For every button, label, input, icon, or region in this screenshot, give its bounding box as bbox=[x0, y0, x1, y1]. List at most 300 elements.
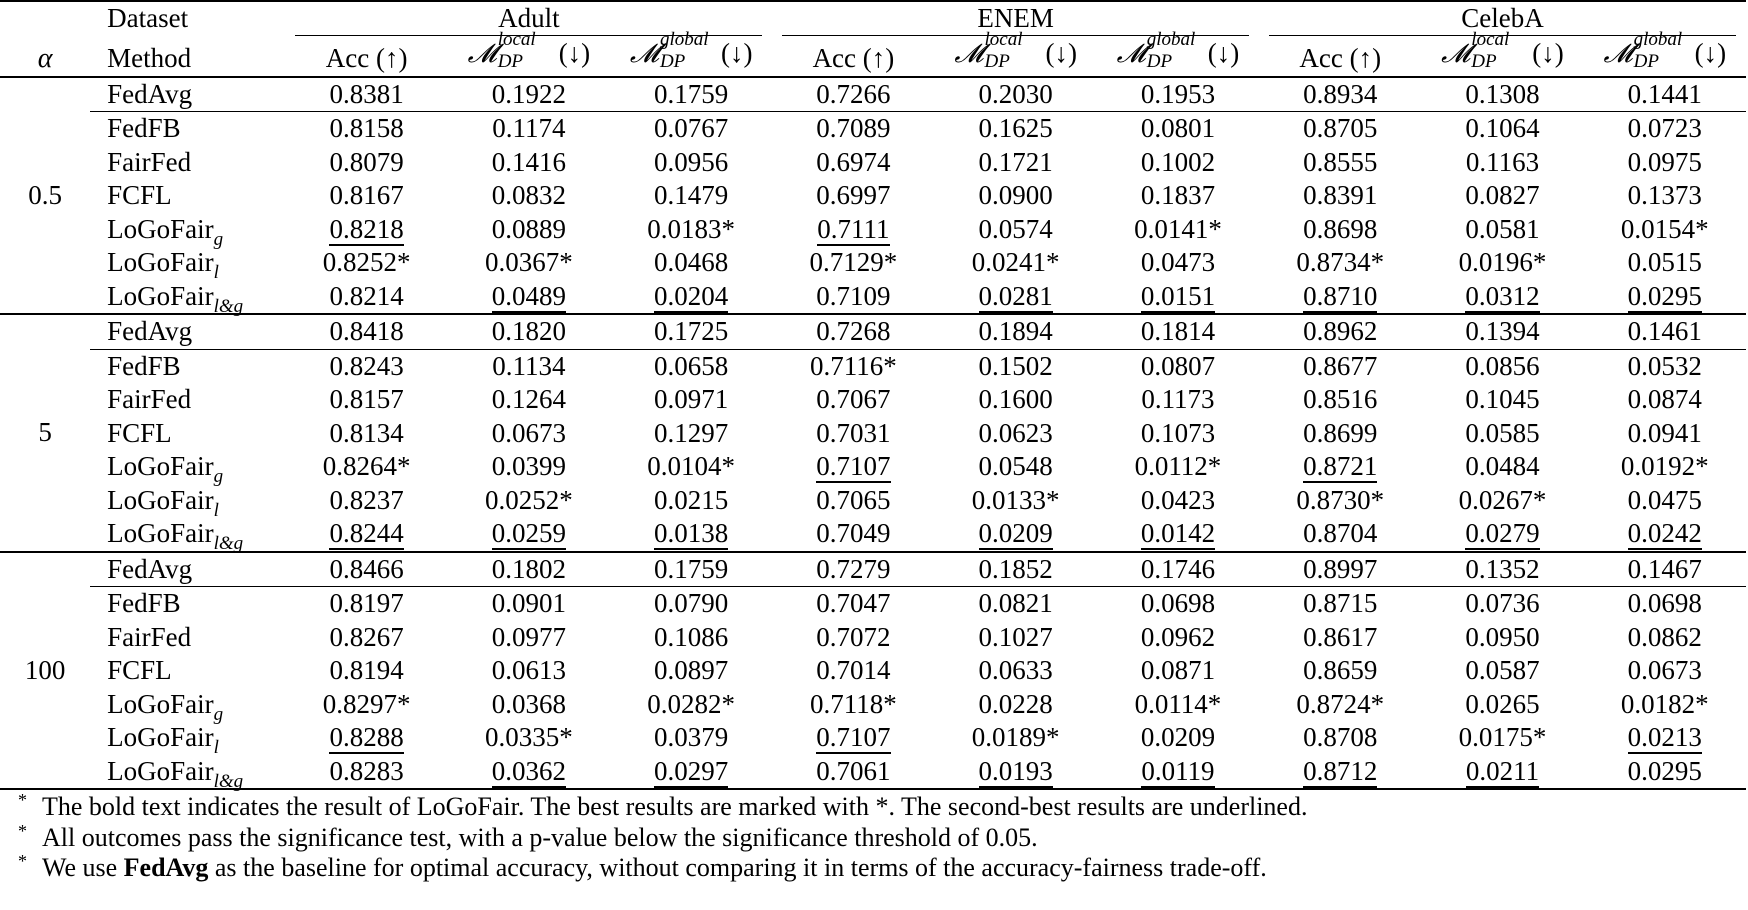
metric-header-acc bbox=[772, 36, 934, 77]
value-cell bbox=[1584, 552, 1746, 587]
value-cell bbox=[610, 417, 772, 451]
value-cell bbox=[1584, 146, 1746, 180]
value-cell bbox=[772, 213, 934, 247]
value-cell bbox=[1259, 417, 1421, 451]
cell-value: 0.0897 bbox=[654, 655, 729, 685]
value-cell bbox=[285, 552, 447, 587]
metric-superscript: local bbox=[984, 28, 1023, 50]
footnote-text: All outcomes pass the significance test, with a p-value below the significance threshold of 0.05. bbox=[42, 822, 1038, 852]
cell-value: 0.0362 bbox=[491, 755, 566, 786]
cell-value: 0.0532 bbox=[1627, 350, 1702, 381]
cell-value: 0.0975 bbox=[1627, 146, 1702, 177]
metric-label: Acc bbox=[325, 43, 370, 73]
table-row bbox=[0, 146, 1746, 180]
value-cell bbox=[285, 146, 447, 180]
value-cell bbox=[285, 484, 447, 518]
value-cell bbox=[610, 587, 772, 621]
value-cell bbox=[772, 721, 934, 755]
cell-value: 0.1134 bbox=[492, 350, 566, 381]
value-cell bbox=[285, 383, 447, 417]
cell-value: 0.0252* bbox=[484, 484, 573, 515]
value-cell bbox=[1097, 755, 1259, 790]
value-cell bbox=[285, 246, 447, 280]
cell-value: 0.0475 bbox=[1627, 484, 1702, 515]
value-cell bbox=[1259, 77, 1421, 112]
value-cell bbox=[935, 314, 1097, 349]
value-cell bbox=[772, 517, 934, 552]
value-cell bbox=[285, 314, 447, 349]
cell-value: 0.0312 bbox=[1465, 280, 1540, 311]
cell-value: 0.1373 bbox=[1627, 180, 1702, 210]
cell-value: 0.1759 bbox=[654, 78, 729, 109]
metric-superscript: local bbox=[497, 28, 536, 50]
value-cell bbox=[610, 755, 772, 790]
arrow-up-icon: (↑) bbox=[375, 43, 408, 73]
cell-value: 0.0423 bbox=[1140, 484, 1216, 515]
value-cell bbox=[285, 417, 447, 451]
cell-value: 0.0242 bbox=[1627, 518, 1702, 548]
value-cell bbox=[935, 621, 1097, 655]
value-cell bbox=[772, 552, 934, 587]
value-cell bbox=[285, 688, 447, 722]
cell-value: 0.8237 bbox=[329, 484, 404, 515]
arrow-up-icon: (↑) bbox=[1349, 43, 1382, 73]
table-row bbox=[0, 383, 1746, 417]
cell-value: 0.1297 bbox=[654, 417, 729, 448]
value-cell bbox=[935, 213, 1097, 247]
value-cell bbox=[1421, 450, 1583, 484]
empty-header-cell bbox=[0, 1, 90, 36]
cell-value: 0.1600 bbox=[978, 384, 1053, 414]
value-cell bbox=[1259, 179, 1421, 213]
value-cell bbox=[772, 146, 934, 180]
method-label: LoGoFair bbox=[107, 213, 214, 244]
method-name bbox=[90, 146, 285, 180]
cell-value: 0.8391 bbox=[1303, 180, 1378, 210]
arrow-down-icon: (↓) bbox=[1045, 37, 1077, 68]
value-cell bbox=[285, 587, 447, 621]
cell-value: 0.0673 bbox=[491, 417, 566, 448]
footnote-marker: * bbox=[18, 790, 27, 810]
value-cell bbox=[1584, 349, 1746, 383]
cell-value: 0.8418 bbox=[329, 316, 404, 346]
cell-value: 0.0297 bbox=[654, 755, 729, 786]
metric-header-local-dp bbox=[448, 28, 610, 77]
cell-value: 0.8252* bbox=[322, 247, 411, 277]
cell-value: 0.0204 bbox=[654, 280, 729, 311]
value-cell bbox=[285, 517, 447, 552]
cell-value: 0.0468 bbox=[654, 247, 729, 277]
value-cell bbox=[610, 517, 772, 552]
cell-value: 0.0279 bbox=[1465, 518, 1540, 548]
method-label: LoGoFair bbox=[107, 722, 214, 752]
value-cell bbox=[1097, 280, 1259, 315]
value-cell bbox=[772, 77, 934, 112]
value-cell bbox=[1259, 280, 1421, 315]
cell-value: 0.1086 bbox=[654, 621, 729, 652]
cell-value: 0.0473 bbox=[1140, 247, 1216, 277]
method-subscript: l&g bbox=[213, 295, 244, 317]
value-cell bbox=[1421, 179, 1583, 213]
method-label: LoGoFair bbox=[107, 280, 214, 311]
cell-value: 0.0832 bbox=[491, 180, 566, 210]
value-cell bbox=[1584, 280, 1746, 315]
cell-value: 0.0259 bbox=[491, 518, 566, 548]
method-name bbox=[90, 587, 285, 621]
cell-value: 0.7031 bbox=[816, 417, 891, 448]
method-label: FedFB bbox=[107, 113, 181, 143]
value-cell bbox=[772, 383, 934, 417]
table-row bbox=[0, 517, 1746, 552]
cell-value: 0.0950 bbox=[1465, 621, 1540, 652]
value-cell bbox=[1584, 621, 1746, 655]
arrow-down-icon: (↓) bbox=[720, 37, 753, 68]
value-cell bbox=[448, 688, 610, 722]
cell-value: 0.7072 bbox=[816, 621, 891, 652]
value-cell bbox=[935, 721, 1097, 755]
value-cell bbox=[285, 349, 447, 383]
cell-value: 0.0698 bbox=[1140, 588, 1216, 618]
metric-header-local-dp bbox=[935, 28, 1097, 77]
metric-label: Acc bbox=[812, 43, 857, 73]
metric-scripts bbox=[984, 28, 1046, 76]
value-cell bbox=[285, 179, 447, 213]
cell-value: 0.8712 bbox=[1303, 755, 1378, 786]
value-cell bbox=[1259, 552, 1421, 587]
value-cell bbox=[772, 654, 934, 688]
method-subscript: l&g bbox=[213, 770, 244, 792]
cell-value: 0.0265 bbox=[1465, 688, 1540, 719]
value-cell bbox=[935, 587, 1097, 621]
cell-value: 0.1820 bbox=[491, 316, 566, 346]
method-name bbox=[90, 213, 285, 250]
cell-value: 0.0112* bbox=[1134, 451, 1222, 481]
method-name bbox=[90, 179, 285, 213]
cell-value: 0.0138 bbox=[654, 518, 729, 548]
value-cell bbox=[610, 688, 772, 722]
cell-value: 0.7279 bbox=[816, 553, 891, 584]
cell-value: 0.1064 bbox=[1465, 113, 1540, 143]
value-cell bbox=[448, 417, 610, 451]
value-cell bbox=[1259, 383, 1421, 417]
value-cell bbox=[448, 77, 610, 112]
footnote-text: The bold text indicates the result of LoGoFair. The best results are marked with *. The second-best results are underlined. bbox=[42, 792, 1308, 821]
cell-value: 0.8555 bbox=[1303, 146, 1378, 177]
footnote-text: We use bbox=[42, 853, 124, 882]
method-label: LoGoFair bbox=[107, 755, 214, 786]
value-cell bbox=[1421, 383, 1583, 417]
cell-value: 0.1441 bbox=[1627, 78, 1702, 109]
method-name bbox=[90, 417, 285, 451]
method-label: FairFed bbox=[107, 146, 192, 177]
value-cell bbox=[610, 179, 772, 213]
value-cell bbox=[610, 484, 772, 518]
value-cell bbox=[1421, 688, 1583, 722]
cell-value: 0.0585 bbox=[1465, 417, 1540, 448]
metric-superscript: global bbox=[659, 28, 709, 50]
cell-value: 0.8214 bbox=[329, 280, 404, 311]
cell-value: 0.1953 bbox=[1140, 78, 1216, 109]
value-cell bbox=[1584, 383, 1746, 417]
value-cell bbox=[935, 654, 1097, 688]
cell-value: 0.0484 bbox=[1465, 451, 1540, 481]
method-name bbox=[90, 721, 285, 758]
value-cell bbox=[1259, 755, 1421, 790]
value-cell bbox=[772, 314, 934, 349]
value-cell bbox=[1584, 417, 1746, 451]
value-cell bbox=[448, 112, 610, 146]
value-cell bbox=[1259, 721, 1421, 755]
cell-value: 0.1746 bbox=[1140, 553, 1216, 584]
value-cell bbox=[448, 349, 610, 383]
value-cell bbox=[610, 77, 772, 112]
cell-value: 0.0399 bbox=[491, 451, 566, 481]
value-cell bbox=[610, 280, 772, 315]
value-cell bbox=[448, 280, 610, 315]
footnote bbox=[18, 853, 1748, 884]
table-row bbox=[0, 484, 1746, 518]
cell-value: 0.0623 bbox=[978, 417, 1053, 448]
cell-value: 0.8466 bbox=[329, 553, 404, 584]
cell-value: 0.0977 bbox=[491, 621, 566, 652]
value-cell bbox=[1421, 314, 1583, 349]
value-cell bbox=[772, 246, 934, 280]
cell-value: 0.0141* bbox=[1134, 213, 1222, 244]
value-cell bbox=[448, 552, 610, 587]
dataset-name: ENEM bbox=[977, 3, 1054, 33]
value-cell bbox=[772, 112, 934, 146]
value-cell bbox=[1584, 450, 1746, 484]
value-cell bbox=[285, 213, 447, 247]
method-subscript: g bbox=[213, 466, 224, 487]
cell-value: 0.8997 bbox=[1303, 553, 1378, 584]
cell-value: 0.0801 bbox=[1140, 113, 1216, 143]
cell-value: 0.0673 bbox=[1627, 655, 1702, 685]
cell-value: 0.0767 bbox=[654, 113, 729, 143]
cell-value: 0.8698 bbox=[1303, 213, 1378, 244]
cell-value: 0.8283 bbox=[329, 755, 404, 786]
value-cell bbox=[610, 146, 772, 180]
value-cell bbox=[1421, 552, 1583, 587]
method-subscript: l bbox=[213, 262, 219, 283]
value-cell bbox=[1259, 688, 1421, 722]
value-cell bbox=[1259, 621, 1421, 655]
cell-value: 0.1045 bbox=[1465, 384, 1540, 414]
method-label: Method bbox=[107, 43, 192, 73]
value-cell bbox=[1584, 246, 1746, 280]
cell-value: 0.1479 bbox=[654, 180, 729, 210]
cell-value: 0.7116* bbox=[810, 350, 897, 381]
cell-value: 0.0862 bbox=[1627, 621, 1702, 652]
value-cell bbox=[1097, 721, 1259, 755]
value-cell bbox=[1259, 146, 1421, 180]
cell-value: 0.0282* bbox=[647, 688, 736, 719]
method-name bbox=[90, 654, 285, 688]
value-cell bbox=[448, 654, 610, 688]
value-cell bbox=[1421, 349, 1583, 383]
cell-value: 0.0633 bbox=[978, 655, 1053, 685]
footnote-marker: * bbox=[18, 851, 27, 871]
cell-value: 0.8734* bbox=[1296, 247, 1385, 277]
cell-value: 0.0104* bbox=[647, 451, 736, 481]
table-row bbox=[0, 755, 1746, 790]
cell-value: 0.0335* bbox=[484, 722, 573, 752]
method-label: FedFB bbox=[107, 588, 181, 618]
value-cell bbox=[772, 587, 934, 621]
value-cell bbox=[448, 383, 610, 417]
method-name bbox=[90, 77, 285, 112]
cell-value: 0.8708 bbox=[1303, 722, 1378, 752]
method-name bbox=[90, 349, 285, 383]
metric-symbol: 𝓜 bbox=[1441, 38, 1471, 69]
cell-value: 0.8677 bbox=[1303, 350, 1378, 381]
metric-subscript: DP bbox=[1633, 50, 1659, 72]
cell-value: 0.1802 bbox=[491, 553, 566, 584]
cell-value: 0.0295 bbox=[1627, 755, 1702, 786]
cell-value: 0.0871 bbox=[1140, 655, 1216, 685]
arrow-down-icon: (↓) bbox=[558, 37, 591, 68]
value-cell bbox=[1097, 484, 1259, 518]
cell-value: 0.0489 bbox=[491, 280, 566, 311]
value-cell bbox=[1097, 112, 1259, 146]
dataset-name: CelebA bbox=[1461, 3, 1544, 33]
cell-value: 0.8730* bbox=[1296, 484, 1385, 515]
cell-value: 0.2030 bbox=[978, 78, 1053, 109]
cell-value: 0.0889 bbox=[491, 213, 566, 244]
value-cell bbox=[1584, 77, 1746, 112]
footnote-text: FedAvg bbox=[123, 853, 209, 882]
value-cell bbox=[935, 383, 1097, 417]
table-row bbox=[0, 349, 1746, 383]
metric-header-global-dp bbox=[610, 28, 772, 77]
value-cell bbox=[1584, 517, 1746, 552]
method-name bbox=[90, 280, 285, 315]
value-cell bbox=[1584, 314, 1746, 349]
cell-value: 0.0515 bbox=[1627, 247, 1702, 277]
metric-symbol: 𝓜 bbox=[1116, 38, 1146, 69]
value-cell bbox=[1097, 349, 1259, 383]
value-cell bbox=[1421, 621, 1583, 655]
metric-symbol: 𝓜 bbox=[629, 38, 659, 69]
value-cell bbox=[285, 755, 447, 790]
cell-value: 0.8699 bbox=[1303, 417, 1378, 448]
method-label: LoGoFair bbox=[107, 688, 214, 719]
value-cell bbox=[935, 688, 1097, 722]
table-row bbox=[0, 450, 1746, 484]
method-label: FedFB bbox=[107, 350, 181, 381]
method-name bbox=[90, 383, 285, 417]
cell-value: 0.0209 bbox=[978, 518, 1053, 548]
table-footnotes bbox=[0, 792, 1748, 884]
cell-value: 0.0581 bbox=[1465, 213, 1540, 244]
value-cell bbox=[1421, 484, 1583, 518]
cell-value: 0.0209 bbox=[1140, 722, 1216, 752]
method-name bbox=[90, 112, 285, 146]
cell-value: 0.8267 bbox=[329, 621, 404, 652]
value-cell bbox=[1097, 450, 1259, 484]
cell-value: 0.7129* bbox=[809, 247, 898, 277]
cell-value: 0.0971 bbox=[654, 384, 729, 414]
cell-value: 0.0856 bbox=[1465, 350, 1540, 381]
cell-value: 0.7111 bbox=[817, 213, 890, 244]
cell-value: 0.0267* bbox=[1458, 484, 1547, 515]
method-label: FairFed bbox=[107, 621, 192, 652]
table-row bbox=[0, 77, 1746, 112]
cell-value: 0.8710 bbox=[1303, 280, 1378, 311]
value-cell bbox=[1421, 246, 1583, 280]
method-label: FairFed bbox=[107, 384, 192, 414]
metric-subscript: DP bbox=[1471, 50, 1497, 72]
cell-value: 0.1814 bbox=[1140, 316, 1216, 346]
cell-value: 0.0192* bbox=[1620, 451, 1709, 481]
value-cell bbox=[1584, 688, 1746, 722]
dataset-label: Dataset bbox=[107, 3, 189, 33]
arrow-up-icon: (↑) bbox=[862, 43, 895, 73]
value-cell bbox=[1584, 112, 1746, 146]
value-cell bbox=[1421, 721, 1583, 755]
value-cell bbox=[610, 112, 772, 146]
value-cell bbox=[1421, 517, 1583, 552]
value-cell bbox=[1584, 587, 1746, 621]
alpha-value: 5 bbox=[0, 314, 90, 552]
cell-value: 0.8134 bbox=[329, 417, 404, 448]
cell-value: 0.0956 bbox=[654, 146, 729, 177]
value-cell bbox=[772, 179, 934, 213]
value-cell bbox=[1421, 77, 1583, 112]
method-name bbox=[90, 621, 285, 655]
value-cell bbox=[448, 721, 610, 755]
value-cell bbox=[610, 383, 772, 417]
value-cell bbox=[1259, 484, 1421, 518]
value-cell bbox=[772, 450, 934, 484]
cell-value: 0.0901 bbox=[491, 588, 566, 618]
metric-header-local-dp bbox=[1421, 28, 1583, 77]
value-cell bbox=[1097, 417, 1259, 451]
method-label: LoGoFair bbox=[107, 247, 214, 277]
value-cell bbox=[1584, 213, 1746, 247]
value-cell bbox=[1584, 179, 1746, 213]
value-cell bbox=[1421, 112, 1583, 146]
cell-value: 0.0213 bbox=[1627, 722, 1702, 752]
cell-value: 0.1174 bbox=[492, 113, 566, 143]
cell-value: 0.7107 bbox=[816, 722, 891, 752]
value-cell bbox=[935, 246, 1097, 280]
cell-value: 0.1461 bbox=[1627, 316, 1702, 346]
cell-value: 0.0807 bbox=[1140, 350, 1216, 381]
value-cell bbox=[448, 587, 610, 621]
cell-value: 0.0548 bbox=[978, 451, 1053, 481]
cell-value: 0.0613 bbox=[491, 655, 566, 685]
cell-value: 0.0193 bbox=[978, 755, 1053, 786]
cell-value: 0.1352 bbox=[1465, 553, 1540, 584]
value-cell bbox=[1421, 417, 1583, 451]
value-cell bbox=[1097, 314, 1259, 349]
cell-value: 0.0587 bbox=[1465, 655, 1540, 685]
cell-value: 0.0114* bbox=[1134, 688, 1222, 719]
value-cell bbox=[448, 621, 610, 655]
value-cell bbox=[448, 179, 610, 213]
value-cell bbox=[1097, 77, 1259, 112]
cell-value: 0.8158 bbox=[329, 113, 404, 143]
cell-value: 0.0790 bbox=[654, 588, 729, 618]
cell-value: 0.8934 bbox=[1303, 78, 1378, 109]
value-cell bbox=[610, 213, 772, 247]
method-label: FCFL bbox=[107, 180, 172, 210]
cell-value: 0.1073 bbox=[1140, 417, 1216, 448]
metric-symbol: 𝓜 bbox=[954, 38, 984, 69]
table-row bbox=[0, 280, 1746, 315]
cell-value: 0.0119 bbox=[1141, 755, 1215, 786]
